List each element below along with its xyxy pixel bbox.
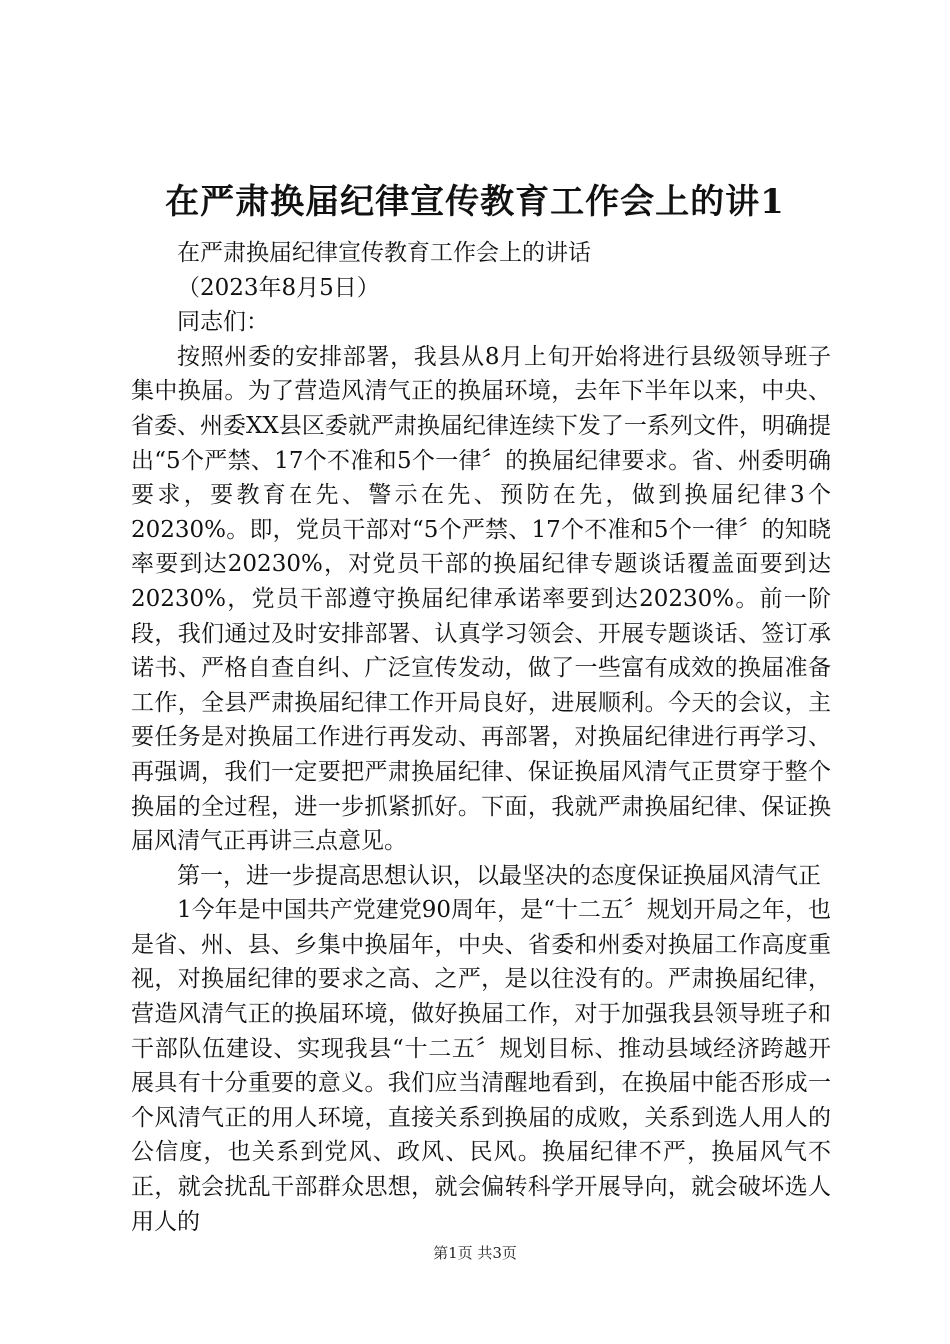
section-heading-first: 第一，进一步提高思想认识，以最坚决的态度保证换届风清气正 [177, 862, 821, 889]
salutation: 同志们： [177, 309, 269, 336]
speech-date: （2023年8月5日） [177, 274, 380, 301]
body-paragraph: 1今年是中国共产党建党90周年，是“十二五〞规划开局之年，也是省、州、县、乡集中换届年，中央、省委和州委对换届工作高度重视，对换届纪律的要求之高、之严，是以往没有的。严肃换届纪律，营造风清气正的换届环境，做好换届工作，对于加强我县领导班子和干部队伍建设、实现我县“十二五〞规划目标、推动县域经济跨越开展具有十分重要的意义。我们应当清醒地看到，在换届中能否形成一个风清气正的用人环境，直接关系到换届的成败，关系到选人用人的公信度，也关系到党风、政风、民风。换届纪律不严，换届风气不正，就会扰乱干部群众思想，就会偏转科学开展导向，就会破坏选人用人的 [131, 897, 831, 1235]
page-footer: 第1页 共3页 [433, 1244, 517, 1262]
document-title: 在严肃换届纪律宣传教育工作会上的讲1 [165, 182, 785, 222]
speech-heading: 在严肃换届纪律宣传教育工作会上的讲话 [177, 240, 591, 266]
document-body [131, 236, 831, 1239]
body-paragraph: 按照州委的安排部署，我县从8月上旬开始将进行县级领导班子集中换届。为了营造风清气正的换届环境，去年下半年以来，中央、省委、州委XX县区委就严肃换届纪律连续下发了一系列文件，明确提出“5个严禁、17个不准和5个一律〞的换届纪律要求。省、州委明确要求，要教育在先、警示在先、预防在先，做到换届纪律3个20230%。即，党员干部对“5个严禁、17个不准和5个一律〞的知晓率要到达20230%，对党员干部的换届纪律专题谈话覆盖面要到达20230%，党员干部遵守换届纪律承诺率要到达20230%。前一阶段，我们通过及时安排部署、认真学习领会、开展专题谈话、签订承诺书、严格自查自纠、广泛宣传发动，做了一些富有成效的换届准备工作，全县严肃换届纪律工作开局良好，进展顺利。今天的会议，主要任务是对换届工作进行再发动、再部署，对换届纪律进行再学习、再强调，我们一定要把严肃换届纪律、保证换届风清气正贯穿于整个换届的全过程，进一步抓紧抓好。下面，我就严肃换届纪律、保证换届风清气正再讲三点意见。 [131, 343, 831, 855]
